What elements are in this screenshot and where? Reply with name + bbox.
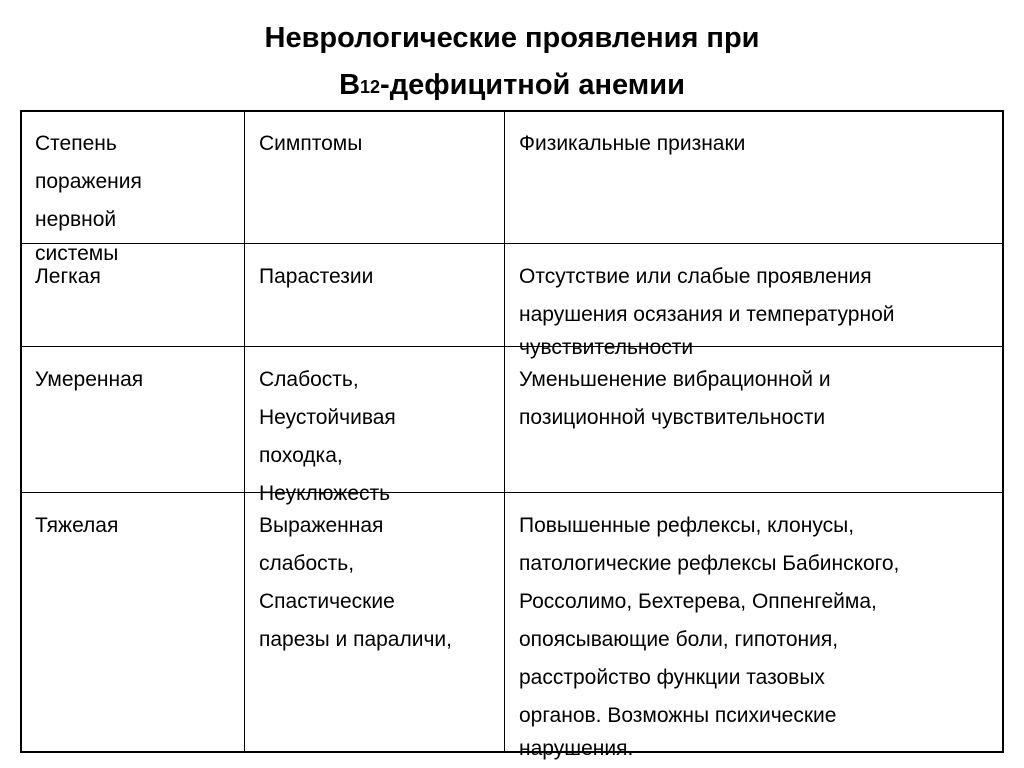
severity-line: Умеренная: [35, 368, 144, 391]
column-divider-2: [504, 112, 505, 751]
row-moderate-severity: [35, 361, 143, 398]
symptom-line: Спастические: [259, 590, 395, 613]
symptom-line: парезы и параличи,: [259, 628, 452, 651]
row-mild-signs: [519, 258, 895, 366]
header-symptoms: [259, 125, 362, 162]
header-severity: [35, 125, 142, 272]
sign-line: патологические рефлексы Бабинского,: [519, 552, 900, 575]
row-severe-symptoms: [259, 507, 452, 658]
symptom-line: Выраженная: [259, 514, 384, 537]
symptom-line: Парастезии: [259, 265, 374, 288]
symptoms-table: [20, 110, 1004, 760]
title-suffix: -дефицитной анемии: [380, 69, 685, 101]
sign-line: Уменьшенение вибрационной и: [519, 368, 831, 391]
symptom-line: слабость,: [259, 552, 355, 575]
title-letter-b: B: [339, 69, 361, 101]
slide-title-line-2: [0, 70, 1024, 102]
header-signs: [519, 125, 745, 162]
row-divider-1: [22, 243, 1002, 244]
header-signs-line: Физикальные признаки: [519, 132, 746, 155]
sign-line: нарушения.: [519, 737, 634, 760]
symptom-line: Неуклюжесть: [259, 482, 391, 505]
header-symptoms-line: Симптомы: [259, 132, 363, 155]
sign-line: Отсутствие или слабые проявления: [519, 265, 872, 288]
row-moderate-symptoms: [259, 361, 396, 512]
symptom-line: Слабость,: [259, 368, 359, 391]
title-subscript: 12: [360, 77, 381, 97]
symptom-line: Неустойчивая: [259, 406, 396, 429]
column-divider-1: [244, 112, 245, 751]
sign-line: органов. Возможны психические: [519, 704, 837, 727]
row-severe-severity: [35, 507, 118, 544]
header-severity-line: поражения: [35, 170, 142, 193]
severity-line: Легкая: [35, 265, 101, 288]
row-mild-symptoms: [259, 258, 373, 295]
sign-line: Повышенные рефлексы, клонусы,: [519, 514, 855, 537]
sign-line: Россолимо, Бехтерева, Оппенгейма,: [519, 590, 877, 613]
slide-title-line-1: Неврологические проявления при: [264, 22, 760, 54]
sign-line: нарушения осязания и температурной: [519, 303, 895, 326]
row-mild-severity: [35, 258, 101, 295]
symptom-line: походка,: [259, 444, 343, 467]
severity-line: Тяжелая: [35, 514, 119, 537]
row-severe-signs: [519, 507, 899, 767]
row-moderate-signs: [519, 361, 831, 436]
header-severity-line: Степень: [35, 132, 117, 155]
sign-line: позиционной чувствительности: [519, 406, 826, 429]
sign-line: чувствительности: [519, 336, 694, 359]
row-divider-3: [22, 492, 1002, 493]
sign-line: расстройство функции тазовых: [519, 666, 825, 689]
sign-line: опоясывающие боли, гипотония,: [519, 628, 839, 651]
header-severity-line: нервной: [35, 208, 117, 231]
header-severity-line: системы: [35, 242, 119, 265]
